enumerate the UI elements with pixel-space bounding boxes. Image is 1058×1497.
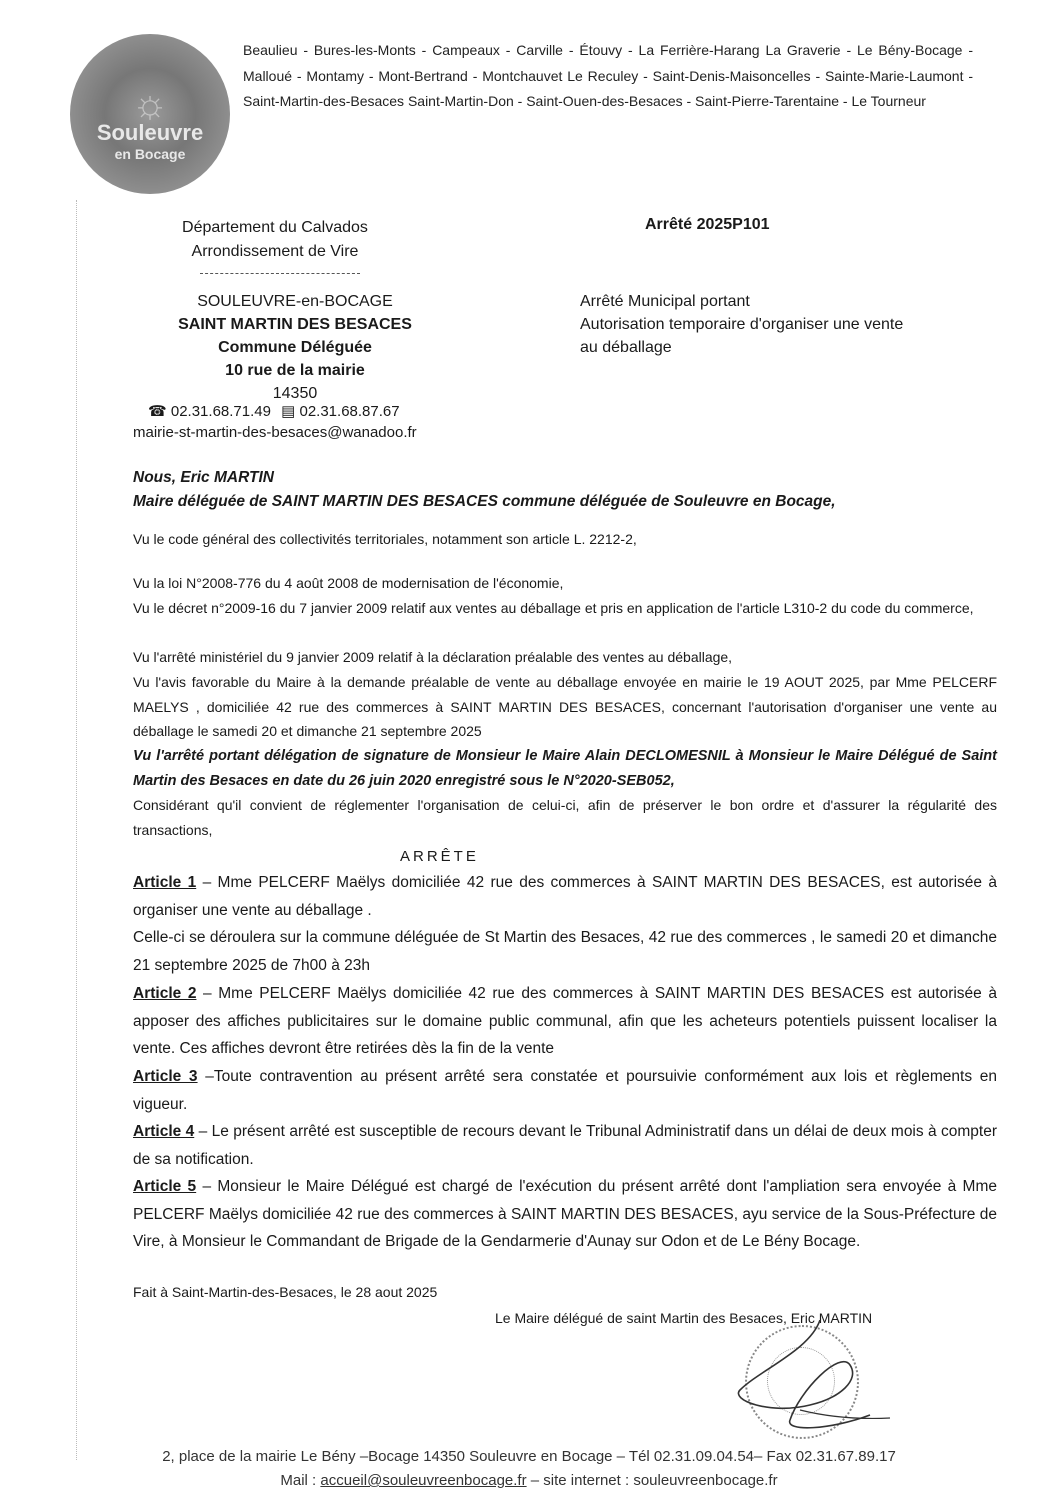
- arrete-number: Arrêté 2025P101: [645, 216, 770, 233]
- arrete-subject: [580, 290, 1000, 359]
- mairie-header: [130, 216, 420, 264]
- mairie-email: mairie-st-martin-des-besaces@wanadoo.fr: [133, 424, 417, 441]
- vu-paragraph: Vu l'avis favorable du Maire à la demande préalable de vente au déballage envoyée en mairie le 19 AOUT 2025, par Mme PELCERF MAELYS , domiciliée 42 rue des commerces à SAINT MARTIN DES BESACES, concernant l'autorisation d'organiser une vente au déballage le samedi 20 et dimanche 21 septembre 2025: [133, 674, 997, 739]
- commune-deleguee-name: SAINT MARTIN DES BESACES: [178, 316, 412, 333]
- souleuvre-logo: [70, 34, 230, 194]
- article-4: [133, 1118, 997, 1173]
- considerant-paragraph: Considérant qu'il convient de réglementer l'organisation de celui-ci, afin de préserver le bon ordre et d'assurer la régularité des transactions,: [133, 797, 997, 838]
- contact-line: [148, 402, 400, 420]
- subject-line1: Arrêté Municipal portant: [580, 293, 750, 310]
- article-text: – Monsieur le Maire Délégué est chargé de l'exécution du présent arrêté dont l'ampliation sera envoyée à Mme PELCERF Maëlys domiciliée 42 rue des commerces à SAINT MARTIN DES BESACES, ayu service de la Sous-Préfecture de Vire, à Monsieur le Commandant de Brigade de la Gendarmerie d'Aunay sur Odon et de Le Bény Bocage.: [133, 1178, 998, 1250]
- arrondissement: Arrondissement de Vire: [191, 243, 359, 260]
- logo-mark: ☼: [131, 82, 169, 126]
- footer-mail-link[interactable]: accueil@souleuvreenbocage.fr: [320, 1472, 527, 1489]
- subject-line2: Autorisation temporaire d'organiser une vente: [580, 316, 904, 333]
- footer-address: 2, place de la mairie Le Bény –Bocage 14350 Souleuvre en Bocage – Tél 02.31.09.04.54– Fax 02.31.67.89.17: [162, 1448, 896, 1465]
- subject-line3: au déballage: [580, 339, 672, 356]
- fax-number: 02.31.68.87.67: [299, 403, 400, 420]
- commune-address: 10 rue de la mairie: [225, 362, 365, 379]
- logo-line2: en Bocage: [114, 146, 186, 162]
- phone-number: 02.31.68.71.49: [170, 403, 271, 420]
- commune-postcode: 14350: [272, 385, 318, 402]
- nous-line1: Nous, Eric MARTIN: [133, 469, 274, 486]
- fait-a-date: Fait à Saint-Martin-des-Besaces, le 28 aout 2025: [133, 1284, 438, 1300]
- commune-name: SOULEUVRE-en-BOCAGE: [197, 293, 393, 310]
- commune-block: [130, 290, 460, 405]
- nous-block: [133, 466, 836, 514]
- article-label: Article 4: [133, 1123, 195, 1140]
- footer-mail-prefix: Mail :: [280, 1472, 321, 1489]
- article-label: Article 2: [133, 985, 197, 1002]
- footer-site: – site internet : souleuvreenbocage.fr: [526, 1472, 778, 1489]
- article-5: [133, 1173, 997, 1256]
- phone-icon: ☎: [148, 403, 167, 420]
- article-text: –Toute contravention au présent arrêté sera constatée et poursuivie conformément aux lois et règlements en vigueur.: [133, 1068, 998, 1113]
- article-text-2: Celle-ci se déroulera sur la commune déléguée de St Martin des Besaces, 42 rue des commerces , le samedi 20 et dimanche 21 septembre 2025 de 7h00 à 23h: [133, 929, 997, 974]
- vu-paragraph: Vu le code général des collectivités territoriales, notamment son article L. 2212-2,: [133, 531, 637, 547]
- header-separator: [200, 273, 360, 274]
- article-text: – Mme PELCERF Maëlys domiciliée 42 rue des commerces à SAINT MARTIN DES BESACES, est autorisée à organiser une vente au déballage .: [133, 874, 997, 919]
- logo-line1: Souleuvre: [96, 120, 204, 145]
- departement: Département du Calvados: [182, 219, 368, 236]
- scan-margin-line: [76, 200, 77, 1460]
- article-label: Article 1: [133, 874, 197, 891]
- communes-list: Beaulieu - Bures-les-Monts - Campeaux - Carville - Étouvy - La Ferrière-Harang La Graverie - Le Bény-Bocage - Malloué - Montamy - Mont-Bertrand - Montchauvet Le Reculey - Saint-Denis-Maisoncelles - Sainte-Marie-Laumont - Saint-Martin-des-Besaces Saint-Martin-Don - Saint-Ouen-des-Besaces - Saint-Pierre-Tarentaine - Le Tourneur: [243, 42, 973, 109]
- article-3: [133, 1063, 997, 1118]
- signature-title: Le Maire délégué de saint Martin des Besaces, Eric MARTIN: [495, 1310, 873, 1326]
- article-2: [133, 980, 997, 1063]
- article-label: Article 5: [133, 1178, 197, 1195]
- article-text: – Le présent arrêté est susceptible de recours devant le Tribunal Administratif dans un délai de deux mois à compter de sa notification.: [133, 1123, 998, 1168]
- vu-paragraph: Vu l'arrêté ministériel du 9 janvier 2009 relatif à la déclaration préalable des ventes au déballage,: [133, 649, 733, 665]
- vu-paragraph: Vu la loi N°2008-776 du 4 août 2008 de modernisation de l'économie,: [133, 575, 564, 591]
- article-text: – Mme PELCERF Maëlys domiciliée 42 rue des commerces à SAINT MARTIN DES BESACES est autorisée à apposer des affiches publicitaires sur le domaine public communal, afin que les acheteurs potentiels puissent localiser la vente. Ces affiches devront être retirées dès la fin de la vente: [133, 985, 997, 1057]
- article-1: [133, 869, 997, 979]
- commune-deleguee-label: Commune Déléguée: [218, 339, 372, 356]
- article-label: Article 3: [133, 1068, 198, 1085]
- handwritten-signature: [700, 1320, 900, 1440]
- fax-icon: ▤: [281, 403, 296, 420]
- footer-contact: [0, 1472, 1058, 1489]
- vu-paragraph-delegation: Vu l'arrêté portant délégation de signature de Monsieur le Maire Alain DECLOMESNIL à Monsieur le Maire Délégué de Saint Martin des Besaces en date du 26 juin 2020 enregistré sous le N°2020-SEB052,: [133, 748, 997, 789]
- arrete-title: ARRÊTE: [400, 848, 479, 865]
- nous-line2: Maire déléguée de SAINT MARTIN DES BESACES commune déléguée de Souleuvre en Bocage,: [133, 493, 836, 510]
- vu-paragraph: Vu le décret n°2009-16 du 7 janvier 2009 relatif aux ventes au déballage et pris en application de l'article L310-2 du code du commerce,: [133, 600, 974, 616]
